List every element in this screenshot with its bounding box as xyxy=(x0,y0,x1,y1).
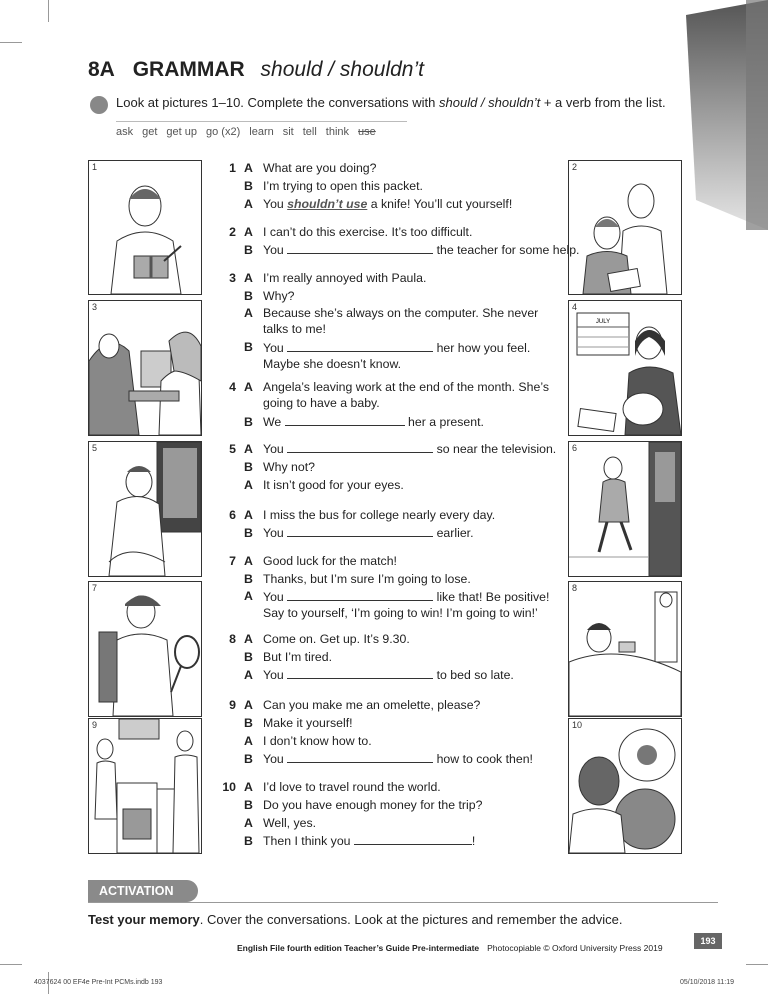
dialogue-text xyxy=(263,732,563,750)
word-list-item: get up xyxy=(166,126,198,138)
answer-blank[interactable] xyxy=(285,413,405,426)
activation-text: . Cover the conversations. Look at the pictures and remember the advice. xyxy=(199,912,623,927)
dialogue-text-part: You xyxy=(263,526,288,540)
picture-4 xyxy=(568,300,682,436)
instruction-text: + a verb from the list. xyxy=(540,95,666,110)
answer-blank[interactable] xyxy=(287,750,433,763)
picture-6 xyxy=(568,441,682,577)
dialogue-text xyxy=(263,287,563,305)
dialogue-text-part: I’d love to travel round the world. xyxy=(263,780,441,794)
dialogue-text-part: Do you have enough money for the trip? xyxy=(263,798,483,812)
dialogue-text xyxy=(263,458,563,476)
activation-label: ACTIVATION xyxy=(88,880,198,902)
footer-copyright: Photocopiable © Oxford University Press 2019 xyxy=(487,943,663,953)
speaker-label: B xyxy=(244,798,253,812)
corner-decoration xyxy=(686,0,768,230)
item-number: 4 xyxy=(229,380,236,394)
speaker-label: A xyxy=(244,668,253,682)
speaker-label: A xyxy=(244,197,253,211)
speaker-label: A xyxy=(244,698,253,712)
picture-number: 8 xyxy=(572,583,578,593)
item-number: 7 xyxy=(229,554,236,568)
item-number: 9 xyxy=(229,698,236,712)
crop-mark xyxy=(48,0,49,22)
speaker-label: A xyxy=(244,225,253,239)
dialogue-text-part: her a present. xyxy=(404,415,484,429)
word-list-item: sit xyxy=(282,126,294,138)
section-label: GRAMMAR xyxy=(132,58,245,81)
dialogue-text xyxy=(263,814,563,832)
instruction xyxy=(116,95,666,110)
speaker-label: B xyxy=(244,650,253,664)
speaker-label: B xyxy=(244,243,253,257)
answer-blank[interactable] xyxy=(287,666,433,679)
child-near-television-icon xyxy=(89,442,201,576)
kitchen-cooking-icon xyxy=(89,719,201,853)
answer-blank[interactable] xyxy=(287,339,433,352)
speaker-label: B xyxy=(244,716,253,730)
activation-bold: Test your memory xyxy=(88,912,200,927)
dialogue-text-part: Thanks, but I’m sure I’m going to lose. xyxy=(263,572,471,586)
dialogue-text xyxy=(263,305,563,337)
dialogue-text xyxy=(263,696,563,714)
dialogue-text xyxy=(263,524,563,542)
dialogue-text-part: the teacher for some help. xyxy=(433,243,580,257)
answer-blank[interactable] xyxy=(287,588,433,601)
picture-3 xyxy=(88,300,202,436)
speaker-label: A xyxy=(244,442,253,456)
word-list-item: go (x2) xyxy=(206,126,241,138)
dialogue-text-part: Why? xyxy=(263,289,295,303)
speaker-label: A xyxy=(244,589,253,603)
dialogue-text-part: earlier. xyxy=(433,526,474,540)
dialogue-text xyxy=(263,339,563,372)
picture-9 xyxy=(88,718,202,854)
speaker-label: B xyxy=(244,834,253,848)
word-list-item-struck: use xyxy=(358,126,376,138)
instruction-bullet-icon xyxy=(90,96,108,114)
dialogue-text-part: You xyxy=(263,752,288,766)
dialogue-text-part: It isn’t good for your eyes. xyxy=(263,478,404,492)
dialogue-text xyxy=(263,177,563,195)
dialogue-text xyxy=(263,241,580,259)
dialogue-text-part: Make it yourself! xyxy=(263,716,353,730)
dialogue-text xyxy=(263,570,563,588)
dialogue-text-part: so near the television. xyxy=(433,442,557,456)
dialogue-text-part: Why not? xyxy=(263,460,315,474)
footer xyxy=(237,943,663,953)
picture-number: 9 xyxy=(92,720,98,730)
picture-1 xyxy=(88,160,202,295)
dialogue-text xyxy=(263,796,563,814)
activation-instruction xyxy=(88,912,622,927)
picture-number: 4 xyxy=(572,302,578,312)
word-list-item: ask xyxy=(116,126,134,138)
dialogue-text-part: Because she’s always on the computer. She never talks to me! xyxy=(263,306,539,336)
calendar-month-label: JULY xyxy=(595,319,611,325)
word-list-item: get xyxy=(142,126,158,138)
dialogue-text xyxy=(263,476,563,494)
speaker-label: B xyxy=(244,572,253,586)
speaker-label: A xyxy=(244,161,253,175)
crop-mark xyxy=(746,964,768,965)
dialogue-text xyxy=(263,269,563,287)
dialogue-text xyxy=(263,666,563,684)
answer-blank[interactable] xyxy=(287,440,433,453)
word-list-item: think xyxy=(325,126,350,138)
speaker-label: A xyxy=(244,554,253,568)
picture-number: 1 xyxy=(92,162,98,172)
dialogue-text xyxy=(263,648,563,666)
boy-in-bed-icon xyxy=(569,582,681,716)
dialogue-text-part: I’m really annoyed with Paula. xyxy=(263,271,427,285)
item-number: 5 xyxy=(229,442,236,456)
item-number: 10 xyxy=(222,780,236,794)
footer-book-title: English File fourth edition Teacher’s Guide Pre-intermediate xyxy=(237,943,480,953)
dialogue-text-part: We xyxy=(263,415,285,429)
picture-number: 7 xyxy=(92,583,98,593)
dialogue-text-part: I don’t know how to. xyxy=(263,734,372,748)
dialogue-text xyxy=(263,750,563,768)
dialogue-text-part: You xyxy=(263,243,288,257)
dialogue-text-part: how to cook then! xyxy=(433,752,533,766)
page-number: 193 xyxy=(694,933,722,949)
speaker-label: B xyxy=(244,340,253,354)
dialogue-text xyxy=(263,195,563,213)
students-homework-icon xyxy=(569,161,681,294)
dialogue-text-part: You xyxy=(263,197,288,211)
person-opening-packet-icon xyxy=(89,161,201,294)
dialogue-text xyxy=(263,714,563,732)
item-number: 1 xyxy=(229,161,236,175)
dialogue-text xyxy=(263,588,563,621)
tennis-player-icon xyxy=(89,582,201,716)
speaker-label: A xyxy=(244,508,253,522)
print-slug-timestamp: 05/10/2018 11:19 xyxy=(680,979,734,986)
print-slug-file: 4037624 00 EF4e Pre-Int PCMs.indb 193 xyxy=(34,979,163,986)
answer-blank[interactable] xyxy=(287,524,433,537)
speaker-label: A xyxy=(244,478,253,492)
topic-label: should / shouldn’t xyxy=(260,58,424,81)
speaker-label: A xyxy=(244,780,253,794)
computer-user-icon xyxy=(89,301,201,435)
word-list-item: learn xyxy=(249,126,274,138)
dialogue-text-part: I miss the bus for college nearly every day. xyxy=(263,508,496,522)
missed-bus-icon xyxy=(569,442,681,576)
speaker-label: A xyxy=(244,734,253,748)
speaker-label: B xyxy=(244,752,253,766)
picture-5 xyxy=(88,441,202,577)
word-list xyxy=(116,126,376,138)
dialogue-text xyxy=(263,506,563,524)
speaker-label: B xyxy=(244,415,253,429)
divider xyxy=(116,121,407,122)
dialogue-text-part: her how you feel. Maybe she doesn’t know. xyxy=(263,341,531,371)
speaker-label: A xyxy=(244,380,253,394)
picture-number: 3 xyxy=(92,302,98,312)
dialogue-text-part: You xyxy=(263,668,288,682)
speaker-label: A xyxy=(244,632,253,646)
dialogue-text-part: Good luck for the match! xyxy=(263,554,397,568)
dialogue-text-part: You xyxy=(263,341,288,355)
item-number: 8 xyxy=(229,632,236,646)
picture-7 xyxy=(88,581,202,717)
dialogue-text xyxy=(263,379,563,411)
dialogue-text xyxy=(263,440,563,458)
dialogue-text xyxy=(263,159,563,177)
dialogue-text xyxy=(263,832,563,850)
instruction-italic: should / shouldn’t xyxy=(439,95,541,110)
speaker-label: A xyxy=(244,271,253,285)
item-number: 6 xyxy=(229,508,236,522)
dialogue-text-part: You xyxy=(263,442,288,456)
page-title xyxy=(88,58,424,82)
dialogue-text-part: I’m trying to open this packet. xyxy=(263,179,423,193)
speaker-label: B xyxy=(244,289,253,303)
crop-mark xyxy=(0,42,22,43)
speaker-label: B xyxy=(244,526,253,540)
picture-number: 10 xyxy=(572,720,583,730)
speaker-label: A xyxy=(244,306,253,320)
dialogue-text-part: Well, yes. xyxy=(263,816,317,830)
dialogue-text-part: You xyxy=(263,590,288,604)
speaker-label: A xyxy=(244,816,253,830)
dialogue-text xyxy=(263,630,563,648)
dialogue-text-part: to bed so late. xyxy=(433,668,514,682)
dialogue-text-part: I can’t do this exercise. It’s too difficult. xyxy=(263,225,473,239)
dreaming-of-travel-icon xyxy=(569,719,681,853)
answer-blank[interactable] xyxy=(354,832,472,845)
dialogue-text-part: What are you doing? xyxy=(263,161,377,175)
dialogue-text xyxy=(263,413,563,431)
dialogue-text xyxy=(263,778,563,796)
instruction-text: Look at pictures 1–10. Complete the conversations with xyxy=(116,95,440,110)
picture-number: 5 xyxy=(92,443,98,453)
dialogue-text-part: Angela’s leaving work at the end of the month. She’s going to have a baby. xyxy=(263,380,549,410)
picture-number: 2 xyxy=(572,162,578,172)
dialogue-text xyxy=(263,223,563,241)
pregnant-woman-calendar-icon xyxy=(569,301,681,435)
dialogue-text-part: Come on. Get up. It’s 9.30. xyxy=(263,632,410,646)
unit-code: 8A xyxy=(88,58,115,81)
dialogue-text-part: like that! Be positive! Say to yourself, ‘I’m going to win! I’m going to win!’ xyxy=(263,590,550,620)
dialogue-text-part: ! xyxy=(471,834,476,848)
item-number: 3 xyxy=(229,271,236,285)
crop-mark xyxy=(0,964,22,965)
dialogue-text-part: Can you make me an omelette, please? xyxy=(263,698,481,712)
answer-blank[interactable] xyxy=(287,241,433,254)
picture-8 xyxy=(568,581,682,717)
item-number: 2 xyxy=(229,225,236,239)
dialogue-text xyxy=(263,552,563,570)
picture-2 xyxy=(568,160,682,295)
picture-10 xyxy=(568,718,682,854)
divider xyxy=(88,902,718,903)
speaker-label: B xyxy=(244,460,253,474)
word-list-item: tell xyxy=(302,126,317,138)
speaker-label: B xyxy=(244,179,253,193)
picture-number: 6 xyxy=(572,443,578,453)
dialogue-text-part: a knife! You’ll cut yourself! xyxy=(367,197,513,211)
example-answer: shouldn’t use xyxy=(287,197,368,211)
dialogue-text-part: But I’m tired. xyxy=(263,650,333,664)
dialogue-text-part: Then I think you xyxy=(263,834,354,848)
